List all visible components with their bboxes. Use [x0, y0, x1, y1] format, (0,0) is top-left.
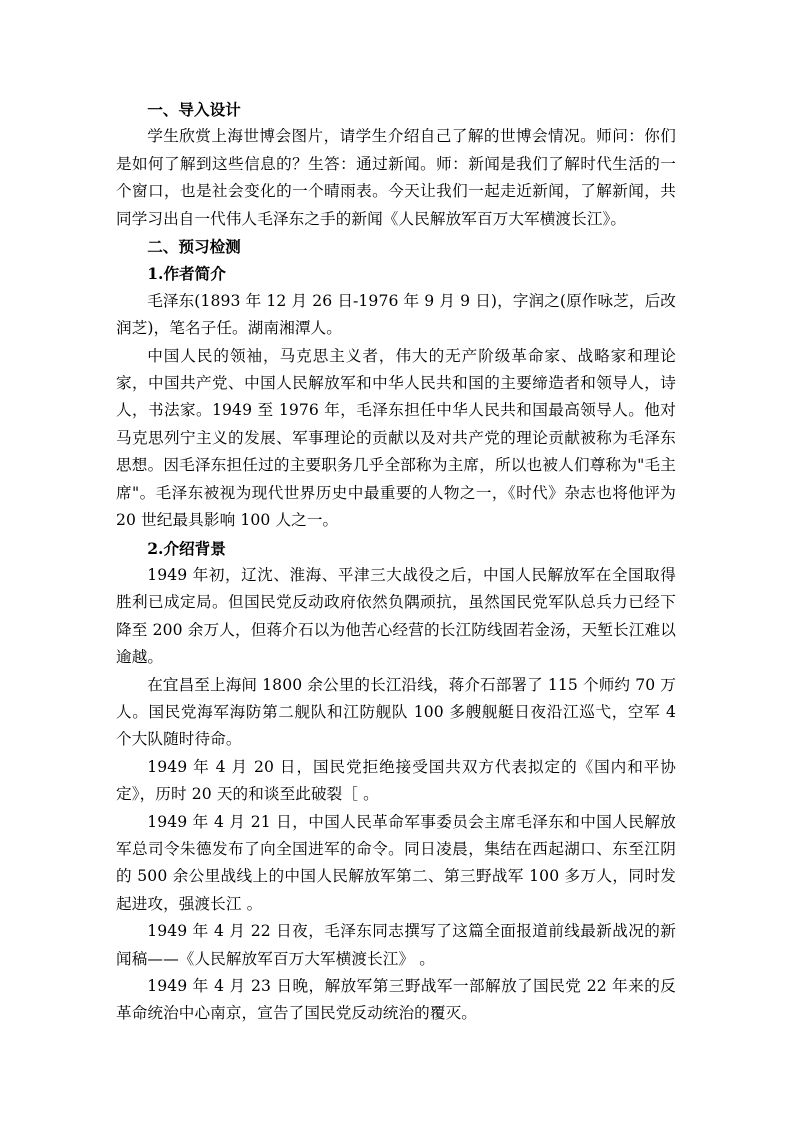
section-heading-preview: 二、预习检测 — [147, 237, 241, 257]
paragraph-background-5: 1949 年 4 月 22 日夜，毛泽东同志撰写了这篇全面报道前线最新战况的新闻稿——《人民解放军百万大军横渡长江》 。 — [116, 922, 676, 968]
subheading-author: 1.作者简介 — [147, 264, 226, 284]
paragraph-background-3: 1949 年 4 月 20 日，国民党拒绝接受国共双方代表拟定的《国内和平协定》，历时 20 天的和谈至此破裂［ 。 — [116, 757, 676, 804]
paragraph-background-2: 在宜昌至上海间 1800 余公里的长江沿线，蒋介石部署了 115 个师约 70 万人。国民党海军海防第二舰队和江防舰队 100 多艘舰艇日夜沿江巡弋，空军 4 个大队随时待命。 — [116, 675, 676, 749]
paragraph-background-6: 1949 年 4 月 23 日晚，解放军第三野战军一部解放了国民党 22 年来的反革命统治中心南京，宣告了国民党反动统治的覆灭。 — [116, 977, 676, 1023]
paragraph-author-detail: 中国人民的领袖，马克思主义者，伟大的无产阶级革命家、战略家和理论家，中国共产党、中国人民解放军和中华人民共和国的主要缔造者和领导人，诗人，书法家。1949 至 1976 年，毛泽东担任中华人民共和国最高领导人。他对马克思列宁主义的发展、军事理论的贡献以及对共产党的理论贡献被称为毛泽东思想。因毛泽东担任过的主要职务几乎全部称为主席，所以也被人们尊称为"毛主席"。毛泽东被视为现代世界历史中最重要的人物之一，《时代》杂志也将他评为 20 世纪最具影响 100 人之一。 — [116, 346, 676, 530]
subheading-background: 2.介绍背景 — [147, 538, 226, 558]
paragraph-background-1: 1949 年初，辽沈、淮海、平津三大战役之后，中国人民解放军在全国取得胜利已成定局。但国民党反动政府依然负隅顽抗，虽然国民党军队总兵力已经下降至 200 余万人，但蒋介石以为他苦心经营的长江防线固若金汤，天堑长江难以逾越。 — [116, 565, 676, 667]
document-body — [116, 96, 676, 1028]
paragraph-background-4: 1949 年 4 月 21 日，中国人民革命军事委员会主席毛泽东和中国人民解放军总司令朱德发布了向全国进军的命令。同日凌晨，集结在西起湖口、东至江阴的 500 余公里战线上的中国人民解放军第二、第三野战军 100 多万人，同时发起进攻，强渡长江 。 — [116, 812, 676, 913]
paragraph-intro: 学生欣赏上海世博会图片，请学生介绍自己了解的世博会情况。师问：你们是如何了解到这些信息的？生答：通过新闻。师：新闻是我们了解时代生活的一个窗口，也是社会变化的一个晴雨表。今天让我们一起走近新闻，了解新闻，共同学习出自一代伟人毛泽东之手的新闻《人民解放军百万大军横渡长江》。 — [116, 127, 676, 228]
section-heading-intro: 一、导入设计 — [147, 100, 241, 119]
paragraph-author-bio: 毛泽东(1893 年 12 月 26 日-1976 年 9 月 9 日)，字润之(原作咏芝，后改润芝)，笔名子任。湖南湘潭人。 — [116, 291, 676, 338]
